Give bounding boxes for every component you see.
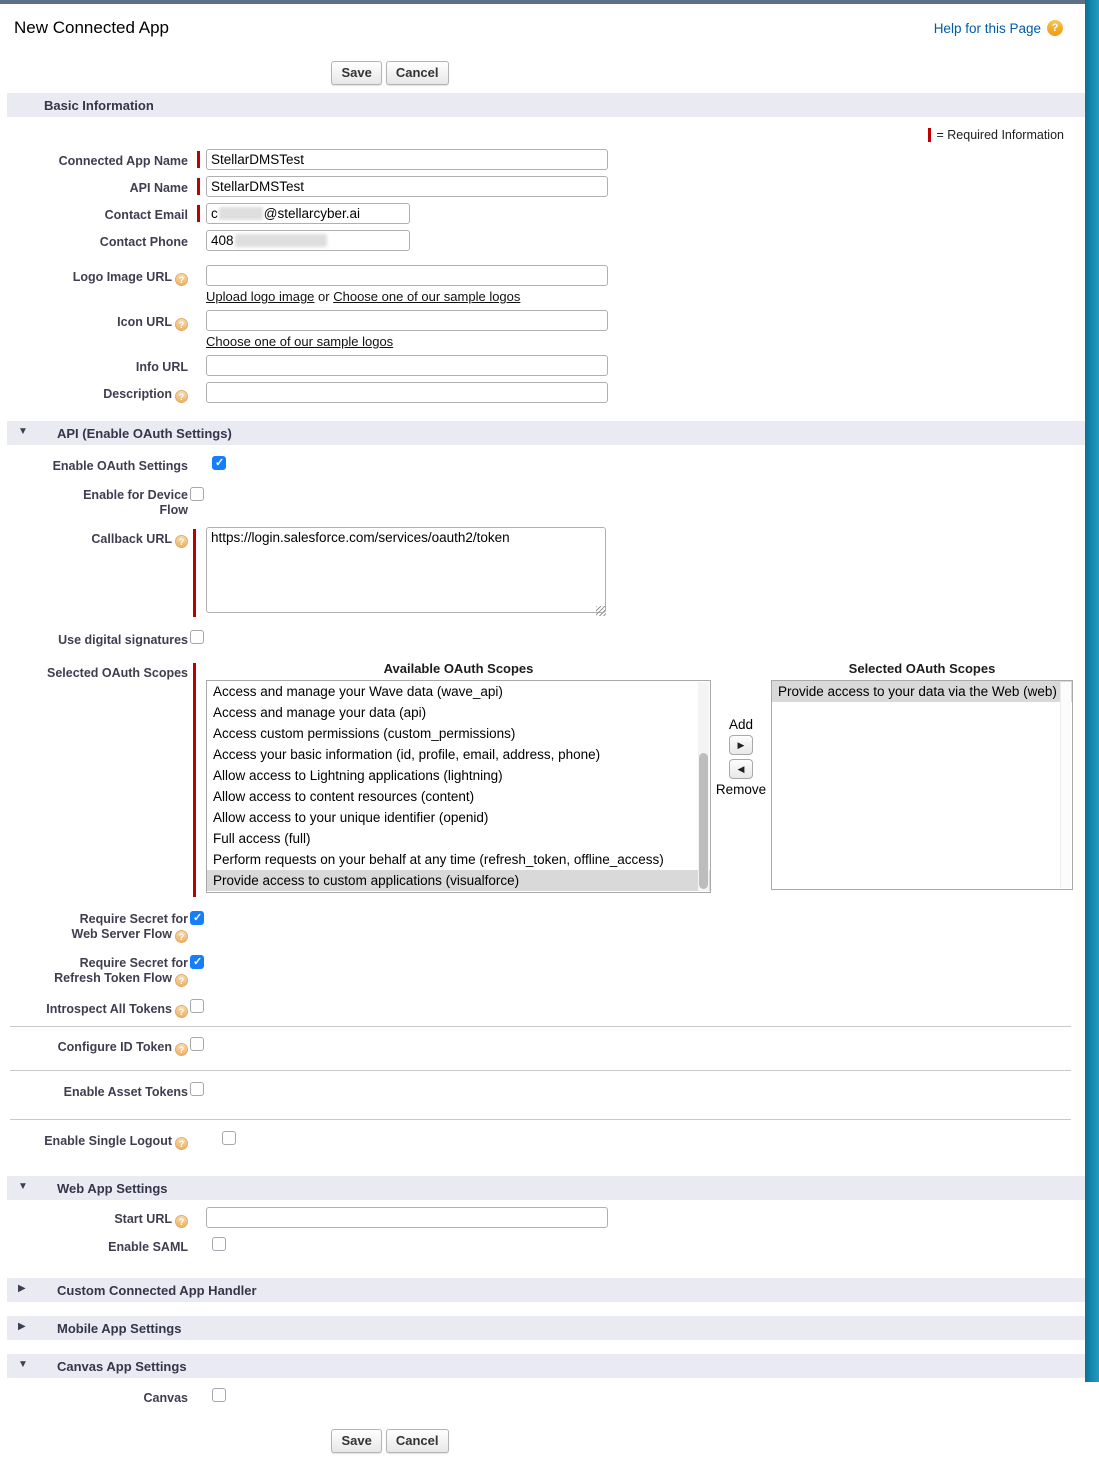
section-title: Basic Information [44, 97, 154, 113]
require-secret-refresh-checkbox[interactable] [190, 955, 204, 969]
canvas-label: Canvas [143, 1391, 188, 1405]
api-name-input[interactable] [206, 176, 608, 197]
field-row-canvas [0, 1386, 1085, 1407]
required-marker [197, 178, 200, 195]
required-marker [193, 529, 196, 617]
icon-url-input[interactable] [206, 310, 608, 331]
enable-saml-label: Enable SAML [108, 1240, 188, 1254]
email-prefix: c [211, 206, 218, 221]
device-flow-checkbox[interactable] [190, 487, 204, 501]
configure-id-token-checkbox[interactable] [190, 1037, 204, 1051]
remove-label: Remove [715, 782, 767, 797]
section-title: Web App Settings [57, 1180, 168, 1196]
divider [10, 1070, 1071, 1071]
asset-tokens-label: Enable Asset Tokens [63, 1085, 188, 1099]
single-logout-checkbox[interactable] [222, 1131, 236, 1145]
help-icon[interactable]: ? [175, 535, 188, 548]
single-logout-label: Enable Single Logout ? [44, 1134, 188, 1150]
save-button[interactable]: Save [331, 1429, 381, 1453]
section-title: Custom Connected App Handler [57, 1282, 257, 1298]
contact-email-input[interactable] [206, 203, 410, 224]
selected-scopes-items [772, 681, 1072, 702]
section-title: Canvas App Settings [57, 1358, 187, 1374]
section-title: Mobile App Settings [57, 1320, 182, 1336]
api-name-label: API Name [129, 181, 188, 195]
divider [10, 1026, 1071, 1027]
collapse-arrow-icon[interactable]: ▼ [18, 426, 28, 437]
textarea-resize-grip[interactable] [596, 606, 606, 616]
scope-option[interactable]: Provide access to custom applications (visualforce) [207, 870, 710, 891]
available-scopes-items [207, 681, 710, 891]
field-row-callback-url [0, 527, 1085, 618]
field-row-api-name [0, 176, 1085, 197]
available-scopes-listbox[interactable] [206, 680, 711, 893]
selected-oauth-scopes-label: Selected OAuth Scopes [46, 666, 188, 680]
require-secret-web-checkbox[interactable] [190, 911, 204, 925]
help-icon[interactable]: ? [175, 930, 188, 943]
section-title: API (Enable OAuth Settings) [57, 425, 232, 441]
field-row-connected-app-name [0, 149, 1085, 170]
help-question-icon[interactable]: ? [1047, 20, 1063, 36]
field-row-enable-oauth [0, 454, 1085, 475]
description-input[interactable] [206, 382, 608, 403]
field-row-info-url [0, 355, 1085, 376]
scope-option[interactable]: Allow access to content resources (content) [213, 789, 475, 804]
bottom-button-row [0, 1429, 780, 1469]
save-button[interactable]: Save [331, 61, 381, 85]
right-teal-sidebar [1085, 0, 1099, 1382]
start-url-label: Start URL [114, 1212, 172, 1226]
cancel-button[interactable]: Cancel [386, 1429, 449, 1453]
field-row-contact-phone [0, 230, 1085, 251]
sample-icons-link[interactable]: Choose one of our sample logos [206, 334, 394, 349]
redacted-email-segment [219, 207, 263, 220]
enable-saml-checkbox[interactable] [212, 1237, 226, 1251]
expand-arrow-icon[interactable]: ▶ [18, 1321, 26, 1332]
introspect-tokens-label: Introspect All Tokens ? [46, 1002, 188, 1018]
require-secret-web-label: Require Secret for Web Server Flow ? [71, 912, 188, 942]
top-button-row [0, 61, 780, 85]
scrollbar-track[interactable] [698, 682, 709, 891]
logo-image-url-label: Logo Image URL [72, 270, 172, 284]
field-row-icon-url [0, 310, 1085, 349]
asset-tokens-checkbox[interactable] [190, 1082, 204, 1096]
scope-option[interactable]: Access and manage your Wave data (wave_api) [213, 684, 503, 699]
contact-phone-label: Contact Phone [99, 235, 188, 249]
selected-scopes-listbox[interactable] [771, 680, 1073, 890]
remove-scope-button[interactable]: ◀ [729, 759, 753, 779]
section-api-oauth-settings[interactable] [7, 421, 1085, 445]
callback-url-label: Callback URL [91, 532, 172, 546]
icon-links [206, 334, 1085, 349]
field-row-enable-saml [0, 1235, 1085, 1256]
required-marker [193, 663, 196, 897]
scope-option[interactable]: Allow access to your unique identifier (openid) [213, 810, 489, 825]
collapse-arrow-icon[interactable]: ▼ [18, 1181, 28, 1192]
section-basic-information [7, 93, 1085, 117]
help-icon[interactable]: ? [175, 1043, 188, 1056]
help-icon[interactable]: ? [175, 390, 188, 403]
field-row-device-flow [0, 485, 1085, 519]
enable-oauth-label: Enable OAuth Settings [52, 459, 188, 473]
field-row-configure-id-token [0, 1035, 1085, 1056]
scrollbar-track[interactable] [1060, 682, 1071, 888]
email-domain: @stellarcyber.ai [263, 206, 360, 221]
field-row-digital-signatures [0, 628, 1085, 649]
logo-image-url-input[interactable] [206, 265, 608, 286]
require-secret-refresh-label: Require Secret for Refresh Token Flow ? [54, 956, 188, 986]
logo-links [206, 289, 1085, 304]
add-label: Add [728, 717, 754, 732]
divider [10, 1119, 1071, 1120]
enable-oauth-checkbox[interactable] [212, 456, 226, 470]
info-url-input[interactable] [206, 355, 608, 376]
device-flow-label: Enable for Device Flow [83, 488, 188, 517]
available-scopes-title: Available OAuth Scopes [383, 661, 534, 676]
scope-option[interactable]: Access and manage your data (api) [213, 705, 427, 720]
expand-arrow-icon[interactable]: ▶ [18, 1283, 26, 1294]
collapse-arrow-icon[interactable]: ▼ [18, 1359, 28, 1370]
help-icon[interactable]: ? [175, 1137, 188, 1150]
field-row-contact-email [0, 203, 1085, 224]
sample-logos-link[interactable]: Choose one of our sample logos [333, 289, 521, 304]
help-icon[interactable]: ? [175, 1005, 188, 1018]
required-legend-text: = Required Information [936, 128, 1064, 142]
section-mobile-app-settings[interactable] [7, 1316, 1085, 1340]
section-canvas-app-settings[interactable] [7, 1354, 1085, 1378]
page-title: New Connected App [14, 18, 169, 37]
field-row-introspect-tokens [0, 997, 1085, 1018]
info-url-label: Info URL [135, 360, 188, 374]
digital-signatures-label: Use digital signatures [58, 633, 188, 647]
connected-app-name-label: Connected App Name [58, 154, 188, 168]
section-custom-app-handler[interactable] [7, 1278, 1085, 1302]
section-web-app-settings[interactable] [7, 1176, 1085, 1200]
field-row-start-url [0, 1207, 1085, 1228]
required-marker [197, 205, 200, 222]
or-text: or [318, 289, 330, 304]
callback-url-textarea[interactable] [206, 527, 606, 613]
required-marker [197, 151, 200, 168]
selected-scopes-title: Selected OAuth Scopes [848, 661, 996, 676]
cancel-button[interactable]: Cancel [386, 61, 449, 85]
configure-id-token-label: Configure ID Token ? [58, 1040, 188, 1056]
help-for-this-page-link[interactable]: Help for this Page [933, 20, 1041, 36]
scope-option[interactable]: Provide access to your data via the Web (web) [772, 681, 1072, 702]
add-scope-button[interactable]: ▶ [729, 735, 753, 755]
redacted-phone-segment [235, 234, 327, 247]
required-legend [0, 127, 1085, 143]
scope-option[interactable]: Access custom permissions (custom_permissions) [213, 726, 516, 741]
field-row-single-logout [0, 1129, 1085, 1150]
scope-option[interactable]: Perform requests on your behalf at any time (refresh_token, offline_access) [213, 852, 664, 867]
scrollbar-thumb[interactable] [699, 753, 708, 889]
scope-option[interactable]: Access your basic information (id, profile, email, address, phone) [213, 747, 601, 762]
help-icon[interactable]: ? [175, 318, 188, 331]
canvas-checkbox[interactable] [212, 1388, 226, 1402]
scope-option[interactable]: Full access (full) [213, 831, 311, 846]
scope-option[interactable]: Allow access to Lightning applications (lightning) [213, 768, 503, 783]
description-label: Description [103, 387, 172, 401]
field-row-description [0, 382, 1085, 403]
field-row-oauth-scopes [0, 661, 1085, 897]
help-icon[interactable]: ? [175, 974, 188, 987]
contact-email-label: Contact Email [104, 208, 188, 222]
connected-app-name-input[interactable] [206, 149, 608, 170]
field-row-require-secret-refresh [0, 953, 1085, 987]
field-row-logo-image-url [0, 265, 1085, 304]
phone-prefix: 408 [211, 233, 234, 248]
field-row-asset-tokens [0, 1080, 1085, 1101]
introspect-tokens-checkbox[interactable] [190, 999, 204, 1013]
contact-phone-input[interactable] [206, 230, 410, 251]
required-marker [928, 128, 931, 142]
start-url-input[interactable] [206, 1207, 608, 1228]
upload-logo-link[interactable]: Upload logo image [206, 289, 315, 304]
help-icon[interactable]: ? [175, 1215, 188, 1228]
icon-url-label: Icon URL [117, 315, 172, 329]
field-row-require-secret-web [0, 909, 1085, 943]
help-icon[interactable]: ? [175, 273, 188, 286]
digital-signatures-checkbox[interactable] [190, 630, 204, 644]
